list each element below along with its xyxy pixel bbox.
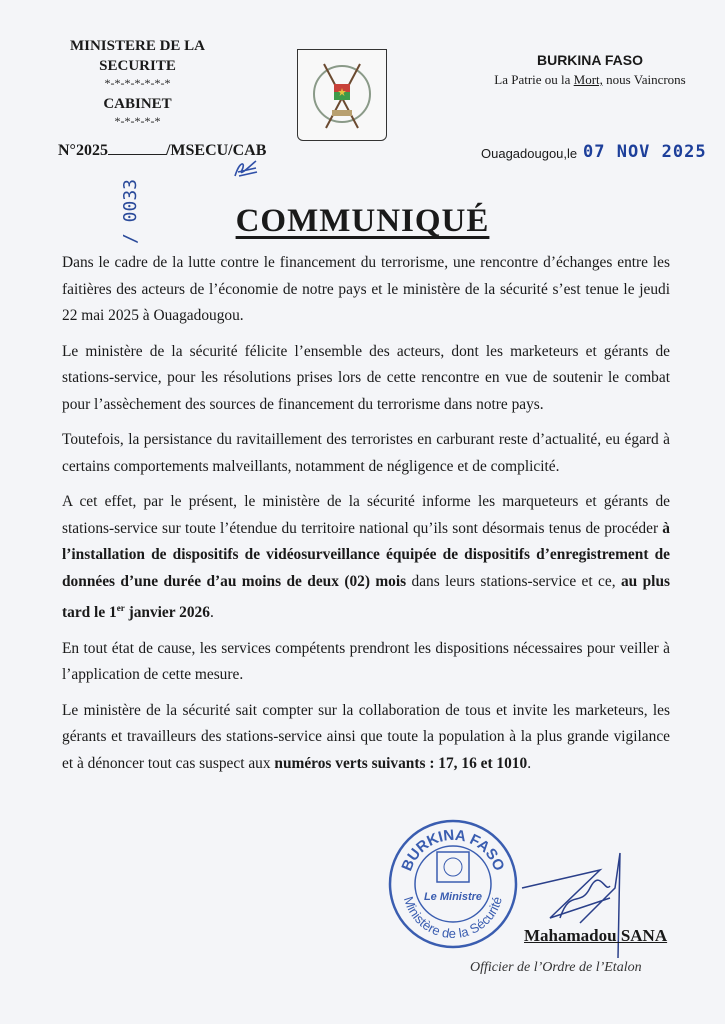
paragraph: Toutefois, la persistance du ravitaillement des terroristes en carburant reste d’actualité, eu égard à certains comportements malveillants, notamment de négligence et de complicité.: [62, 431, 670, 475]
office-name: CABINET: [103, 96, 172, 112]
document-title: COMMUNIQUÉ: [235, 203, 490, 239]
paragraph: Dans le cadre de la lutte contre le financement du terrorisme, une rencontre d’échanges entre les faitières des acteurs de l’économie de notre pays et le ministère de la sécurité s’est tenue le jeudi 22 mai 2025 à Ouagadougou.: [62, 254, 670, 324]
date-stamp: 07 NOV 2025: [583, 142, 707, 162]
separator-stars: *-*-*-*-*-*-*: [104, 76, 171, 90]
paragraph: En tout état de cause, les services compétents prendront les dispositions nécessaires pour veiller à l’application de cette mesure.: [62, 639, 670, 684]
official-stamp: [387, 818, 519, 950]
separator-stars: *-*-*-*-*: [114, 114, 161, 128]
signer-name: Mahamadou SANA: [524, 926, 668, 945]
ministry-name: MINISTERE DE LA SECURITE: [69, 38, 206, 74]
ref-blank: [108, 140, 166, 155]
reference-number: [58, 140, 266, 160]
document-body: [62, 250, 670, 786]
country-name: BURKINA FASO: [536, 52, 644, 68]
country-header: [470, 52, 710, 88]
signer-title: Officier de l’Ordre de l’Etalon: [470, 960, 642, 975]
paraph-mark: [232, 158, 260, 185]
ministry-header: [40, 36, 235, 128]
handwritten-signature: [520, 848, 640, 968]
coat-of-arms-emblem: [297, 49, 387, 141]
svg-text:Ministère de la Sécurité: Ministère de la Sécurité: [400, 894, 505, 942]
handwritten-number: / 0033: [120, 178, 141, 244]
place-label: Ouagadougou,le: [481, 146, 578, 161]
ref-prefix: N°2025: [58, 142, 108, 159]
ref-suffix: /MSECU/CAB: [165, 142, 267, 159]
svg-text:Le Ministre: Le Ministre: [423, 891, 483, 903]
paragraph: Le ministère de la sécurité félicite l’ensemble des acteurs, dont les marketeurs et gérants de stations-service, pour les résolutions prises lors de cette rencontre en vue de soutenir le combat pour l’assèchement des sources de financement du terrorisme dans notre pays.: [62, 342, 670, 413]
national-motto: La Patrie ou la Mort, nous Vaincrons: [494, 72, 686, 87]
svg-text:BURKINA FASO: BURKINA FASO: [398, 826, 508, 874]
paragraph: A cet effet, par le présent, le ministère de la sécurité informe les marqueteurs et gérants de stations-service sur toute l’étendue du territoire national qu’ils sont désormais tenus de procéder à l’installation de dispositifs de vidéosurveillance équipée de dispositifs d’enregistrement de données d’une durée d’au moins de deux (02) mois dans leurs stations-service et ce, au plus tard le 1er janvier 2026.: [62, 493, 670, 622]
paragraph: Le ministère de la sécurité sait compter sur la collaboration de tous et invite les marketeurs, les gérants et travailleurs des stations-service ainsi que toute la population à la plus grande vigilance et à dénoncer tout cas suspect aux numéros verts suivants : 17, 16 et 1010.: [62, 701, 670, 772]
